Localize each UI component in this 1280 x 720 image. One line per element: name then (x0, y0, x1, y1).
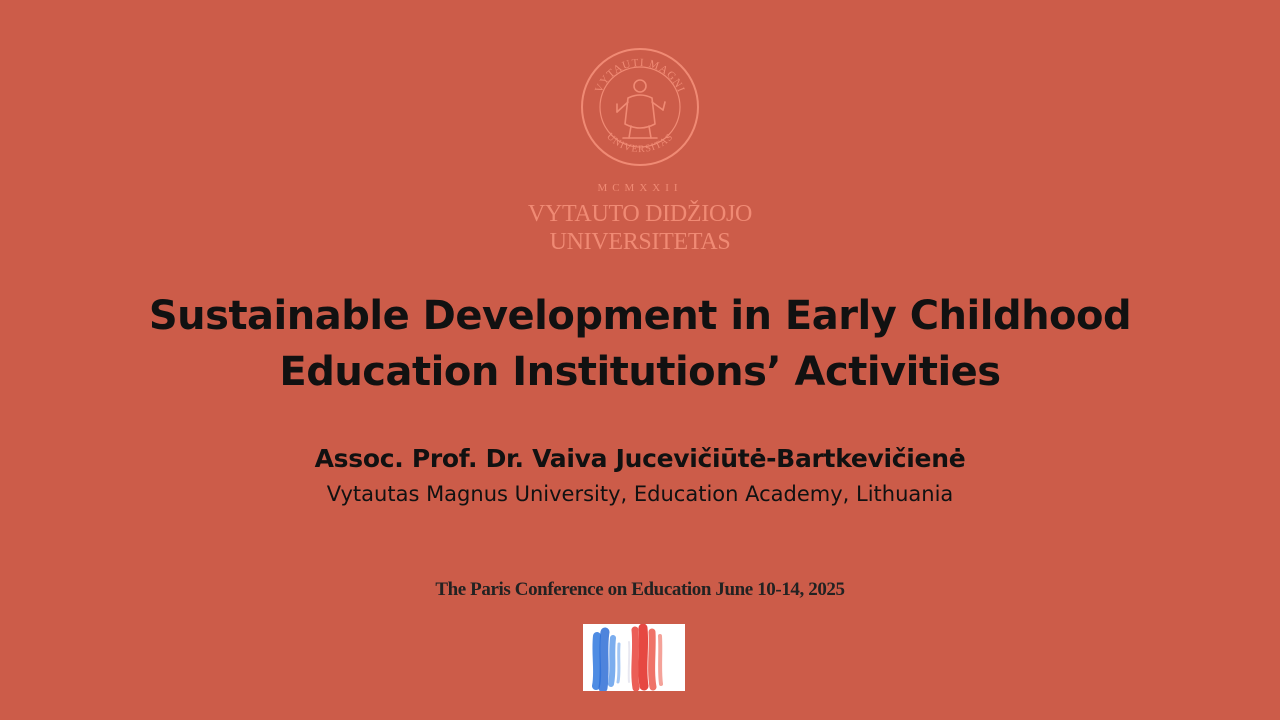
author-affiliation: Vytautas Magnus University, Education Academy, Lithuania (326, 482, 954, 506)
slide-title-line1: Sustainable Development in Early Childhood (148, 293, 1132, 339)
slide-title-line2: Education Institutions’ Activities (279, 349, 1001, 395)
conference-name: The Paris Conference on Education June 10-14, 2025 (435, 579, 845, 600)
logo-year: MCMXXII (597, 182, 683, 194)
slide-title (40, 288, 1240, 400)
svg-text:VYTAUTI MAGNI (593, 57, 687, 95)
author-name: Assoc. Prof. Dr. Vaiva Jucevičiūtė-Bartkevičienė (314, 444, 966, 473)
logo-name-line2: UNIVERSITETAS (549, 229, 731, 255)
logo-university-name (528, 200, 752, 256)
seal-text-top: VYTAUTI MAGNI (592, 56, 688, 95)
svg-text:UNIVERSITAS (604, 131, 676, 155)
french-flag-brushstroke-icon (583, 624, 685, 691)
university-logo (0, 46, 1280, 256)
logo-name-line1: VYTAUTO DIDŽIOJO (527, 201, 753, 227)
university-seal-icon (579, 46, 701, 168)
seal-text-bottom: UNIVERSITAS (604, 131, 676, 156)
